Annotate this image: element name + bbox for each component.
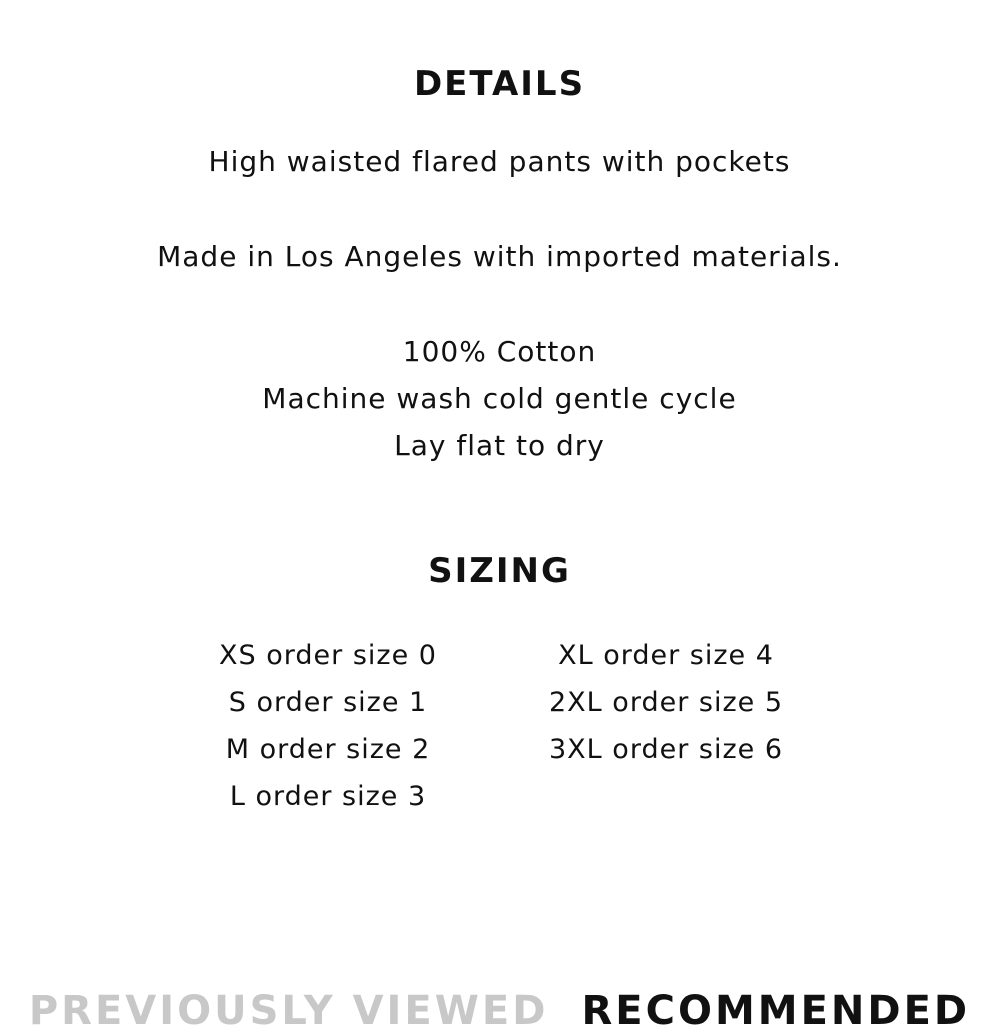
size-xs: XS order size 0 [219, 640, 437, 671]
product-tabs [0, 986, 999, 1036]
sizing-heading: SIZING [428, 551, 571, 591]
size-m: M order size 2 [225, 734, 431, 765]
details-dry-instructions: Lay flat to dry [394, 429, 605, 462]
size-s: S order size 1 [228, 687, 428, 718]
tab-previously-viewed[interactable]: PREVIOUSLY VIEWED [28, 988, 549, 1034]
details-wash-instructions: Machine wash cold gentle cycle [262, 382, 737, 415]
sizing-right-column [516, 632, 816, 773]
size-2xl: 2XL order size 5 [549, 687, 783, 718]
tab-recommended[interactable]: RECOMMENDED [581, 988, 971, 1034]
size-3xl: 3XL order size 6 [549, 734, 783, 765]
size-xl: XL order size 4 [558, 640, 774, 671]
details-description: High waisted flared pants with pockets [208, 145, 791, 178]
size-l: L order size 3 [229, 781, 427, 812]
details-heading: DETAILS [413, 64, 586, 104]
details-origin: Made in Los Angeles with imported materials. [157, 240, 842, 273]
details-material: 100% Cotton [402, 335, 597, 368]
sizing-left-column [178, 632, 478, 820]
